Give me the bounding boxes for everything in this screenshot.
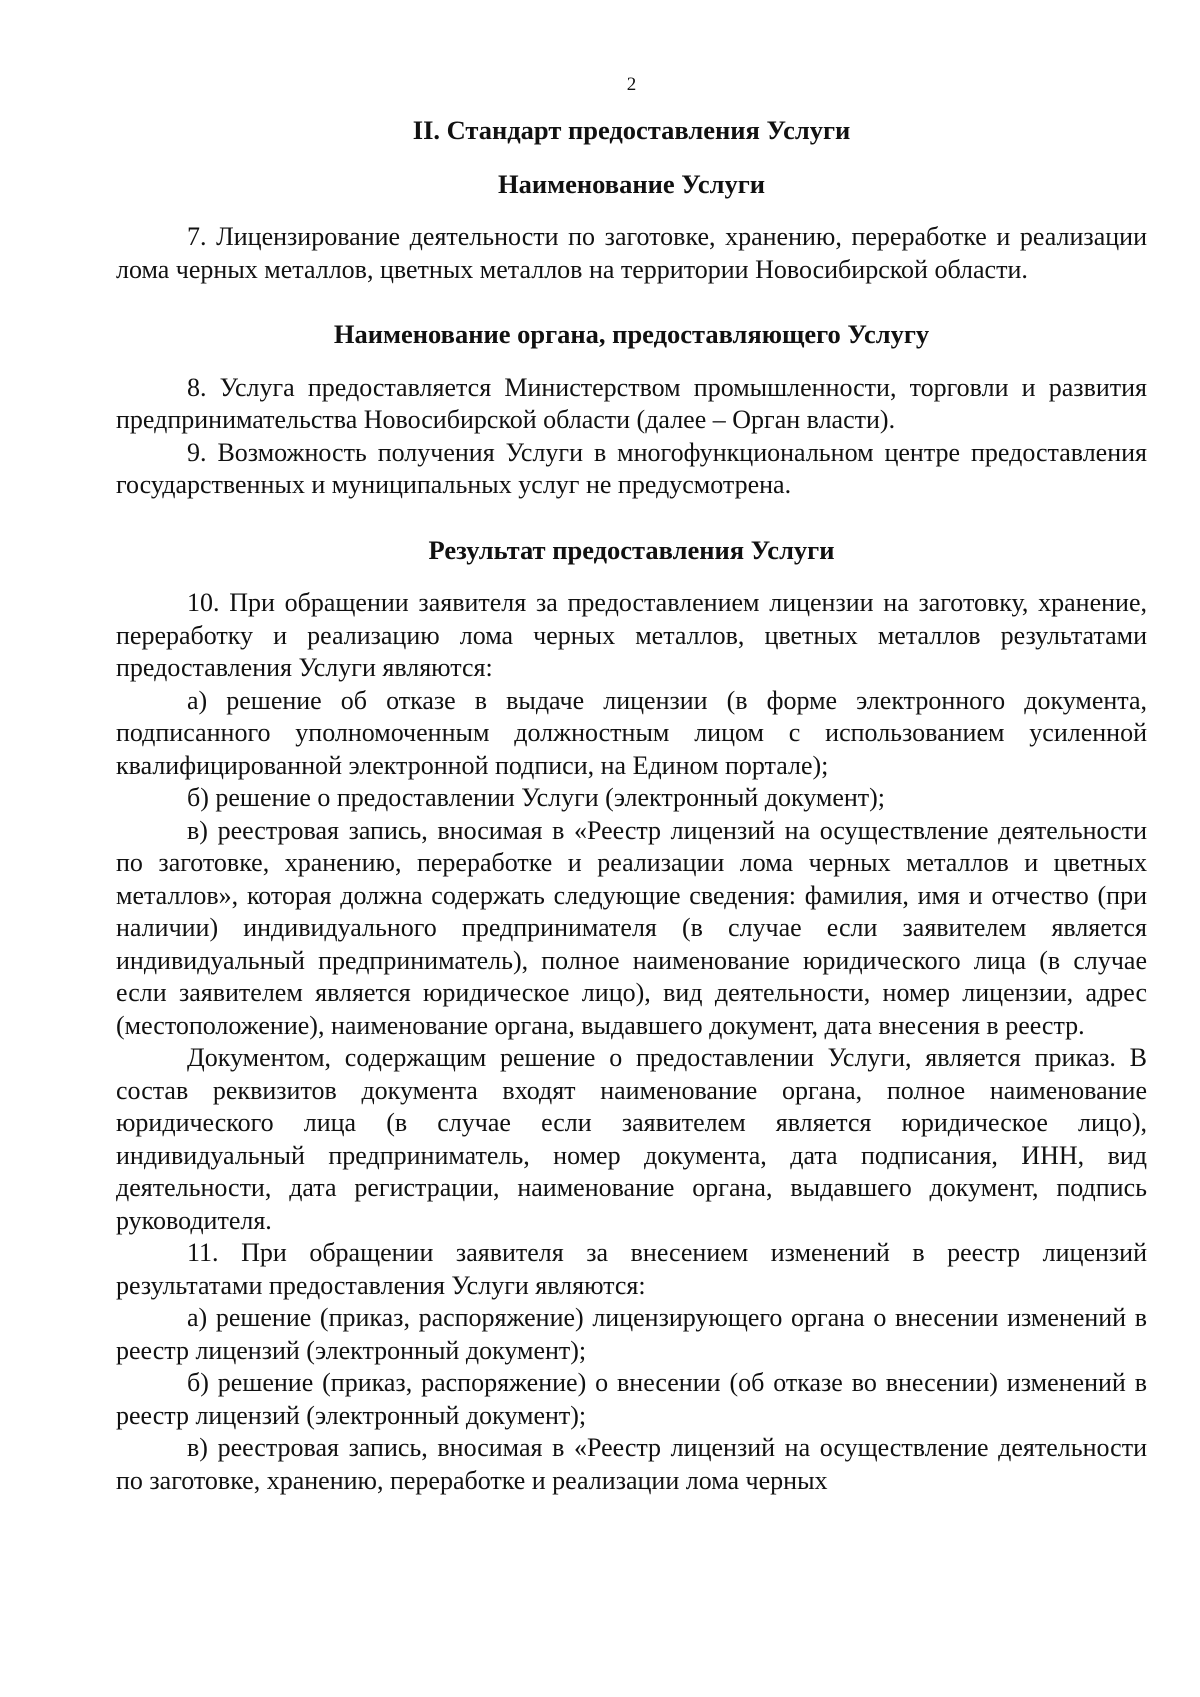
paragraph-10a: а) решение об отказе в выдаче лицензии (в форме электронного документа, подписанного уполномоченным должностным лицом с использованием усиленной квалифицированной электронной подписи, на Едином портале);: [116, 685, 1147, 780]
heading-service-authority: Наименование органа, предоставляющего Услугу: [333, 319, 930, 349]
paragraph-10: 10. При обращении заявителя за предоставлением лицензии на заготовку, хранение, переработку и реализацию лома черных металлов, цветных металлов результатами предоставления Услуги являются:: [116, 588, 1147, 682]
heading-service-result: Результат предоставления Услуги: [428, 534, 835, 565]
paragraph-10v: в) реестровая запись, вносимая в «Реестр лицензий на осуществление деятельности по заготовке, хранению, переработке и реализации лома черных металлов и цветных металлов», которая должна содержать следующие сведения: фамилия, имя и отчество (при наличии) индивидуального предпринимателя (в случае если заявителем является индивидуальный предприниматель), полное наименование юридического лица (в случае если заявителем является юридическое лицо), вид деятельности, номер лицензии, адрес (местоположение), наименование органа, выдавшего документ, дата внесения в реестр.: [116, 815, 1147, 1040]
page-number: 2: [626, 74, 637, 95]
paragraph-11b: б) решение (приказ, распоряжение) о внесении (об отказе во внесении) изменений в реестр лицензий (электронный документ);: [116, 1368, 1147, 1430]
paragraph-11a: а) решение (приказ, распоряжение) лицензирующего органа о внесении изменений в реестр лицензий (электронный документ);: [116, 1303, 1147, 1365]
paragraph-order-details: Документом, содержащим решение о предоставлении Услуги, является приказ. В состав реквизитов документа входят наименование органа, полное наименование юридического лица (в случае если заявителем является юридическое лицо), индивидуальный предприниматель, номер документа, дата подписания, ИНН, вид деятельности, дата регистрации, наименование органа, выдавшего документ, подпись руководителя.: [116, 1043, 1147, 1235]
paragraph-8: 8. Услуга предоставляется Министерством промышленности, торговли и развития предпринимательства Новосибирской области (далее – Орган власти).: [116, 372, 1147, 434]
heading-service-name: Наименование Услуги: [497, 168, 766, 199]
paragraph-10b: б) решение о предоставлении Услуги (электронный документ);: [187, 783, 886, 812]
section-title: II. Стандарт предоставления Услуги: [412, 115, 851, 145]
paragraph-7: 7. Лицензирование деятельности по заготовке, хранению, переработке и реализации лома черных металлов, цветных металлов на территории Новосибирской области.: [116, 222, 1147, 284]
paragraph-11: 11. При обращении заявителя за внесением изменений в реестр лицензий результатами предоставления Услуги являются:: [116, 1238, 1147, 1300]
paragraph-9: 9. Возможность получения Услуги в многофункциональном центре предоставления государственных и муниципальных услуг не предусмотрена.: [116, 437, 1147, 499]
paragraph-11v: в) реестровая запись, вносимая в «Реестр лицензий на осуществление деятельности по заготовке, хранению, переработке и реализации лома черных: [116, 1433, 1147, 1495]
